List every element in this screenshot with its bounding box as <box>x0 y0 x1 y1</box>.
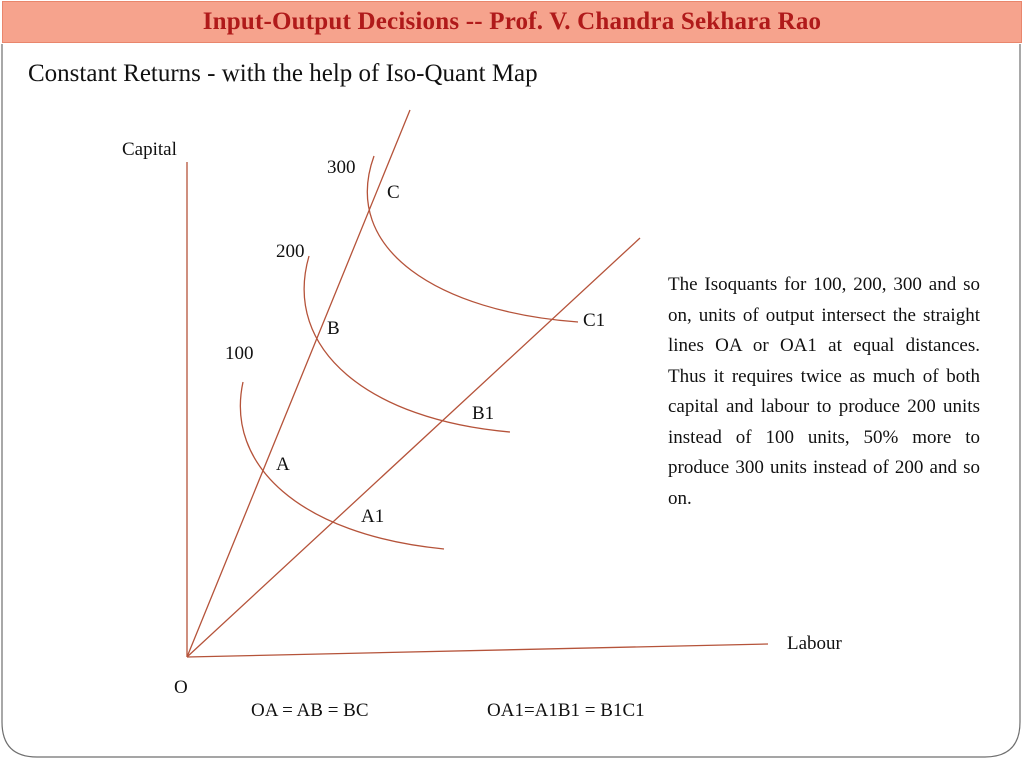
isoquant-200-label: 200 <box>276 241 305 262</box>
point-c-label: C <box>387 182 400 203</box>
y-axis-label: Capital <box>122 139 177 160</box>
slide-title: Input-Output Decisions -- Prof. V. Chandra Sekhara Rao <box>202 8 822 35</box>
slide-subtitle: Constant Returns - with the help of Iso-Quant Map <box>28 60 538 87</box>
explanation-text: The Isoquants for 100, 200, 300 and so on, units of output intersect the straight lines OA or OA1 at equal distances. Thus it requires twice as much of both capital and labour to produce 200 units instead of 100 units, 50% more to produce 300 units instead of 200 and so on. <box>668 274 980 509</box>
x-axis <box>187 644 768 657</box>
ray-oa <box>187 110 410 657</box>
point-a1-label: A1 <box>361 506 385 527</box>
point-b-label: B <box>327 318 340 339</box>
equation-oa1: OA1=A1B1 = B1C1 <box>487 700 645 721</box>
isoquant-300-label: 300 <box>327 157 356 178</box>
point-a-label: A <box>276 454 290 475</box>
isoquant-100-label: 100 <box>225 343 254 364</box>
isoquant-300-curve <box>367 156 578 322</box>
origin-label: O <box>174 677 188 698</box>
x-axis-label: Labour <box>787 633 842 654</box>
isoquant-100-curve <box>240 382 444 549</box>
ray-oa1 <box>187 238 640 657</box>
equation-oa: OA = AB = BC <box>251 700 369 721</box>
point-b1-label: B1 <box>472 403 495 424</box>
point-c1-label: C1 <box>583 310 606 331</box>
